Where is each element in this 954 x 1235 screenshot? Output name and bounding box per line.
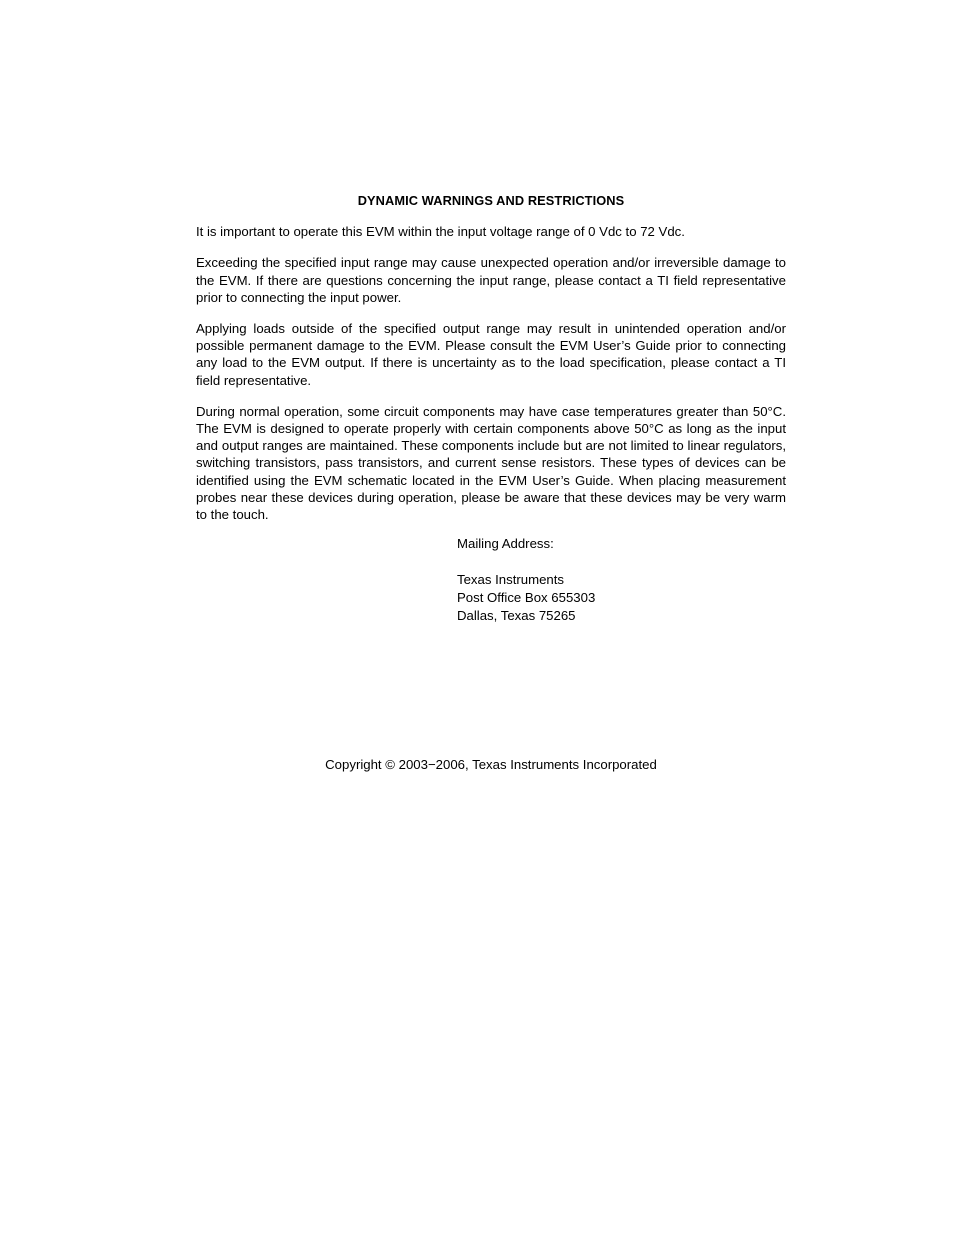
mailing-address [457, 535, 595, 625]
section-heading: DYNAMIC WARNINGS AND RESTRICTIONS [357, 193, 625, 208]
warnings-section [196, 192, 786, 537]
paragraph-input-voltage: It is important to operate this EVM within the input voltage range of 0 Vdc to 72 Vdc. [196, 224, 685, 240]
address-line-po-box: Post Office Box 655303 [457, 590, 596, 605]
paragraph-output-loads: Applying loads outside of the specified output range may result in unintended operation and/or possible permanent damage to the EVM. Please consult the EVM User’s Guide prior to connecting any load to the EVM output. If there is uncertainty as to the load specification, please contact a TI field representative. [196, 321, 786, 388]
paragraph-input-range: Exceeding the specified input range may cause unexpected operation and/or irreversible damage to the EVM. If there are questions concerning the input range, please contact a TI field representative prior to connecting the input power. [196, 255, 786, 305]
paragraph-temperature: During normal operation, some circuit components may have case temperatures greater than 50°C. The EVM is designed to operate properly with certain components above 50°C as long as the input and output ranges are maintained. These components include but are not limited to linear regulators, switching transistors, pass transistors, and current sense resistors. These types of devices can be identified using the EVM schematic located in the EVM User’s Guide. When placing measurement probes near these devices during operation, please be aware that these devices may be very warm to the touch. [196, 403, 786, 523]
mailing-address-label: Mailing Address: [457, 536, 554, 551]
copyright-notice: Copyright © 2003−2006, Texas Instruments Incorporated [325, 757, 657, 772]
address-line-city: Dallas, Texas 75265 [457, 608, 576, 623]
address-line-company: Texas Instruments [457, 572, 565, 587]
